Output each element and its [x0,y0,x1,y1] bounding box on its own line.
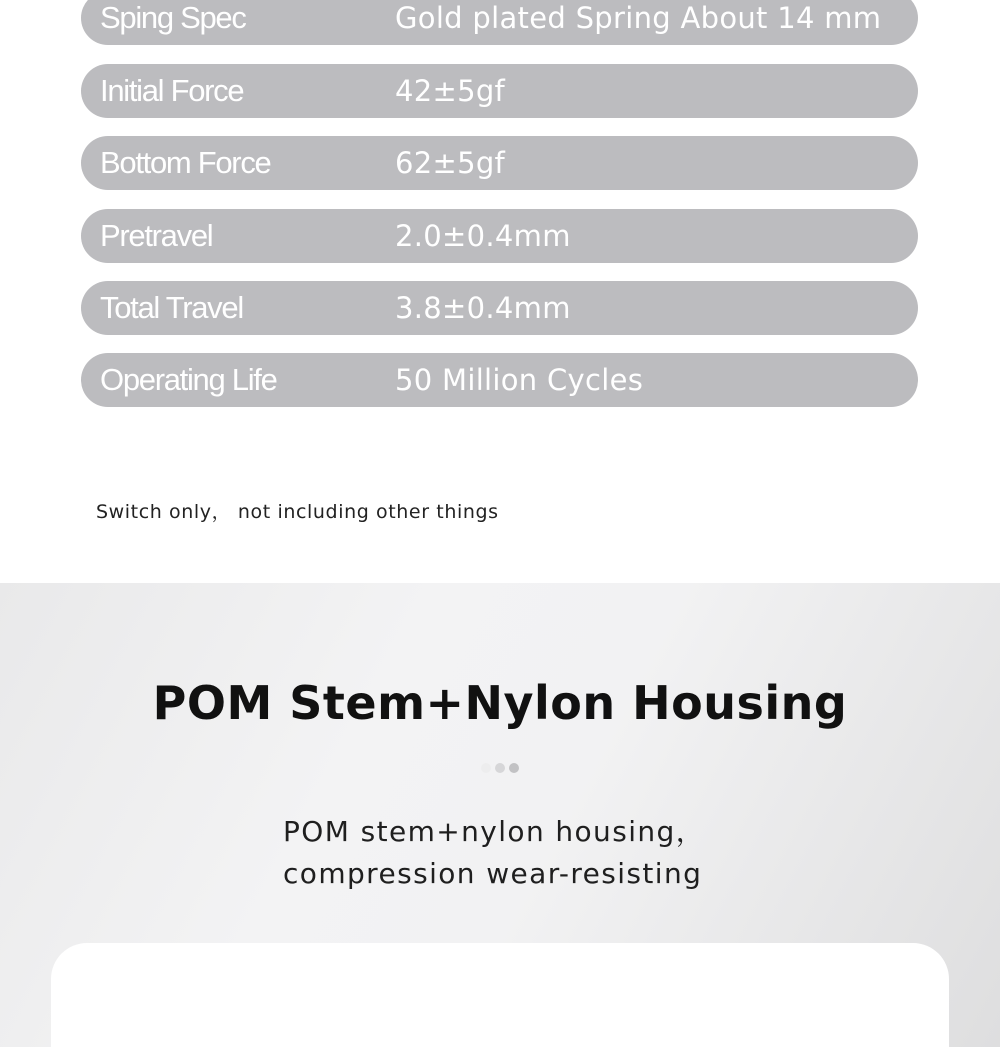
spec-label: Pretravel [100,218,213,253]
dot-icon [495,763,505,773]
feature-section [0,583,1000,1047]
spec-value: Gold plated Spring About 14 mm [395,1,882,35]
dot-icon [481,763,491,773]
feature-description-line: compression wear-resisting [283,857,703,890]
spec-value: 42±5gf [395,74,506,108]
spec-label: Initial Force [100,73,244,108]
spec-row-operating-life [81,353,918,407]
feature-description-line: POM stem+nylon housing， [283,815,706,848]
spec-value: 2.0±0.4mm [395,219,571,253]
dot-icon [509,763,519,773]
spec-row-total-travel [81,281,918,335]
spec-row-bottom-force [81,136,918,190]
spec-value: 50 Million Cycles [395,363,644,397]
spec-value: 62±5gf [395,146,506,180]
spec-label: Bottom Force [100,145,271,180]
spec-value: 3.8±0.4mm [395,291,571,325]
package-note: Switch only， not including other things [96,501,499,523]
feature-description [283,811,803,895]
spec-label: Sping Spec [100,0,246,35]
product-image-card [51,943,949,1047]
spec-label: Total Travel [100,290,243,325]
spec-label: Operating Life [100,362,277,397]
spec-row-spring [81,0,918,45]
dots-divider-icon [481,763,521,773]
feature-title: POM Stem+Nylon Housing [152,676,848,730]
spec-row-initial-force [81,64,918,118]
spec-row-pretravel [81,209,918,263]
